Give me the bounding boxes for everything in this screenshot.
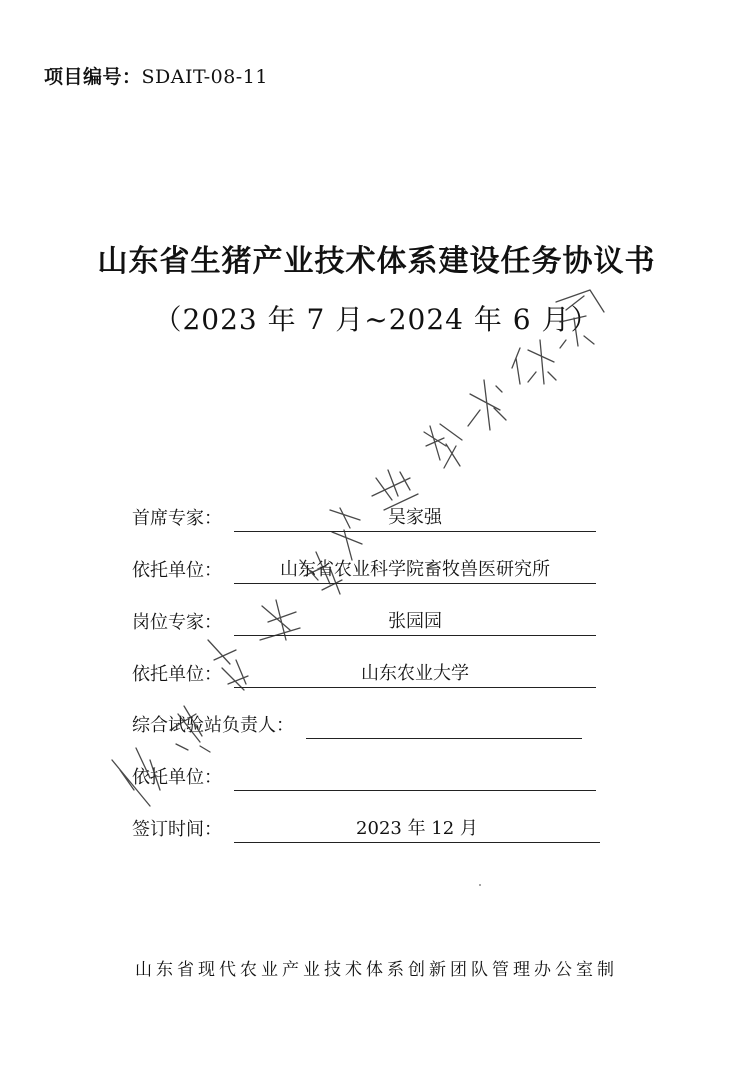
- field-line: [234, 764, 596, 791]
- field-host-unit-3: [132, 761, 596, 791]
- field-line: [234, 816, 600, 843]
- field-chief-expert: [132, 502, 596, 532]
- document-title: 山东省生猪产业技术体系建设任务协议书: [97, 244, 656, 279]
- field-value: 张园园: [388, 611, 442, 632]
- field-line: [306, 712, 582, 739]
- field-value: 吴家强: [388, 507, 442, 528]
- field-label: 依托单位：: [132, 664, 222, 685]
- document-subtitle: （2023 年 7 月~2024 年 6 月）: [153, 303, 600, 336]
- field-value: 山东农业大学: [361, 663, 469, 684]
- field-station-head: [132, 709, 582, 739]
- issuer-footer: 山东省现代农业产业技术体系创新团队管理办公室制: [135, 960, 618, 980]
- field-line: [234, 505, 596, 532]
- project-number-value: SDAIT-08-11: [141, 66, 268, 88]
- field-line: [234, 661, 596, 688]
- field-value: 山东省农业科学院畜牧兽医研究所: [280, 559, 550, 580]
- field-post-expert: [132, 606, 596, 636]
- field-sign-date: [132, 813, 600, 843]
- project-number-label: 项目编号：: [44, 66, 142, 88]
- ink-dot: [479, 884, 481, 886]
- field-label: 依托单位：: [132, 560, 222, 581]
- field-line: [234, 557, 596, 584]
- project-number: [44, 62, 268, 89]
- field-host-unit-1: [132, 554, 596, 584]
- field-host-unit-2: [132, 658, 596, 688]
- field-label: 签订时间：: [132, 819, 222, 840]
- field-label: 岗位专家：: [132, 612, 222, 633]
- field-line: [234, 609, 596, 636]
- field-label: 依托单位：: [132, 767, 222, 788]
- field-value: 2023 年 12 月: [356, 818, 478, 839]
- field-label: 首席专家：: [132, 508, 222, 529]
- field-label: 综合试验站负责人：: [132, 715, 294, 736]
